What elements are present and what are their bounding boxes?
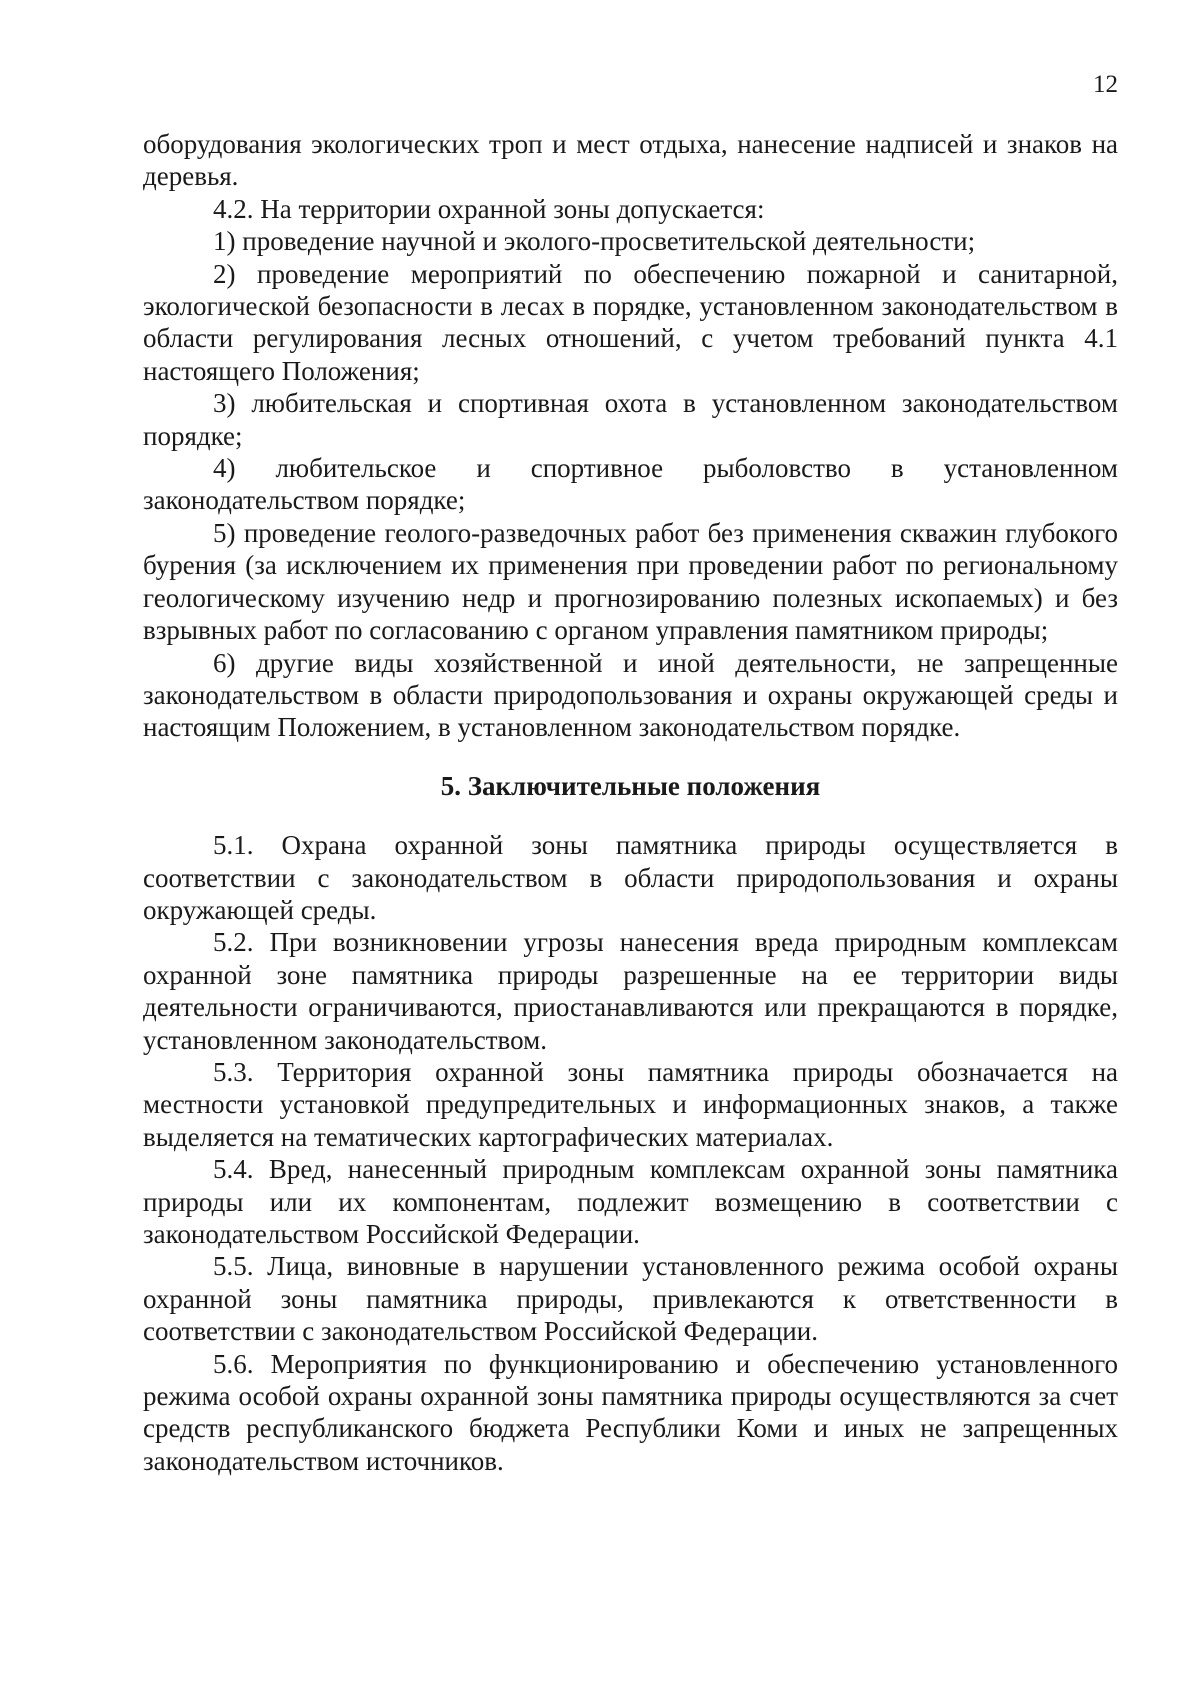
page-number: 12	[1093, 71, 1118, 98]
paragraph-4-2: 4.2. На территории охранной зоны допускается:	[213, 193, 765, 224]
list-item-4-2-3: 3) любительская и спортивная охота в установленном законодательством порядке;	[143, 388, 1118, 451]
section-heading-5: 5. Заключительные положения	[440, 770, 821, 801]
paragraph-5-3: 5.3. Территория охранной зоны памятника природы обозначается на местности установкой предупредительных и информационных знаков, а также выделяется на тематических картографических материалах.	[143, 1056, 1118, 1152]
paragraph-5-2: 5.2. При возникновении угрозы нанесения вреда природным комплексам охранной зоне памятника природы разрешенные на ее территории виды деятельности ограничиваются, приостанавливаются или прекращаются в порядке, установленном законодательством.	[143, 927, 1118, 1055]
paragraph-5-4: 5.4. Вред, нанесенный природным комплексам охранной зоны памятника природы или их компонентам, подлежит возмещению в соответствии с законодательством Российской Федерации.	[143, 1154, 1118, 1249]
list-item-4-2-1: 1) проведение научной и эколого-просветительской деятельности;	[213, 226, 976, 257]
paragraph-continuation: оборудования экологических троп и мест отдыха, нанесение надписей и знаков на деревья.	[143, 129, 1118, 192]
paragraph-5-5: 5.5. Лица, виновные в нарушении установленного режима особой охраны охранной зоны памятника природы, привлекаются к ответственности в соответствии с законодательством Российской Федерации.	[143, 1251, 1118, 1347]
paragraph-5-6: 5.6. Мероприятия по функционированию и обеспечению установленного режима особой охраны охранной зоны памятника природы осуществляются за счет средств республиканского бюджета Республики Коми и иных не запрещенных законодательством источников.	[143, 1348, 1118, 1476]
list-item-4-2-6: 6) другие виды хозяйственной и иной деятельности, не запрещенные законодательством в области природопользования и охраны окружающей среды и настоящим Положением, в установленном законодательством порядке.	[143, 647, 1118, 743]
list-item-4-2-4: 4) любительское и спортивное рыболовство в установленном законодательством порядке;	[143, 453, 1118, 516]
list-item-4-2-5: 5) проведение геолого-разведочных работ без применения скважин глубокого бурения (за исключением их применения при проведении работ по региональному геологическому изучению недр и прогнозированию полезных ископаемых) и без взрывных работ по согласованию с органом управления памятником природы;	[143, 517, 1118, 646]
document-body	[143, 128, 1118, 1477]
paragraph-5-1: 5.1. Охрана охранной зоны памятника природы осуществляется в соответствии с законодательством в области природопользования и охраны окружающей среды.	[143, 830, 1118, 925]
list-item-4-2-2: 2) проведение мероприятий по обеспечению пожарной и санитарной, экологической безопасности в лесах в порядке, установленном законодательством в области регулирования лесных отношений, с учетом требований пункта 4.1 настоящего Положения;	[143, 258, 1118, 386]
